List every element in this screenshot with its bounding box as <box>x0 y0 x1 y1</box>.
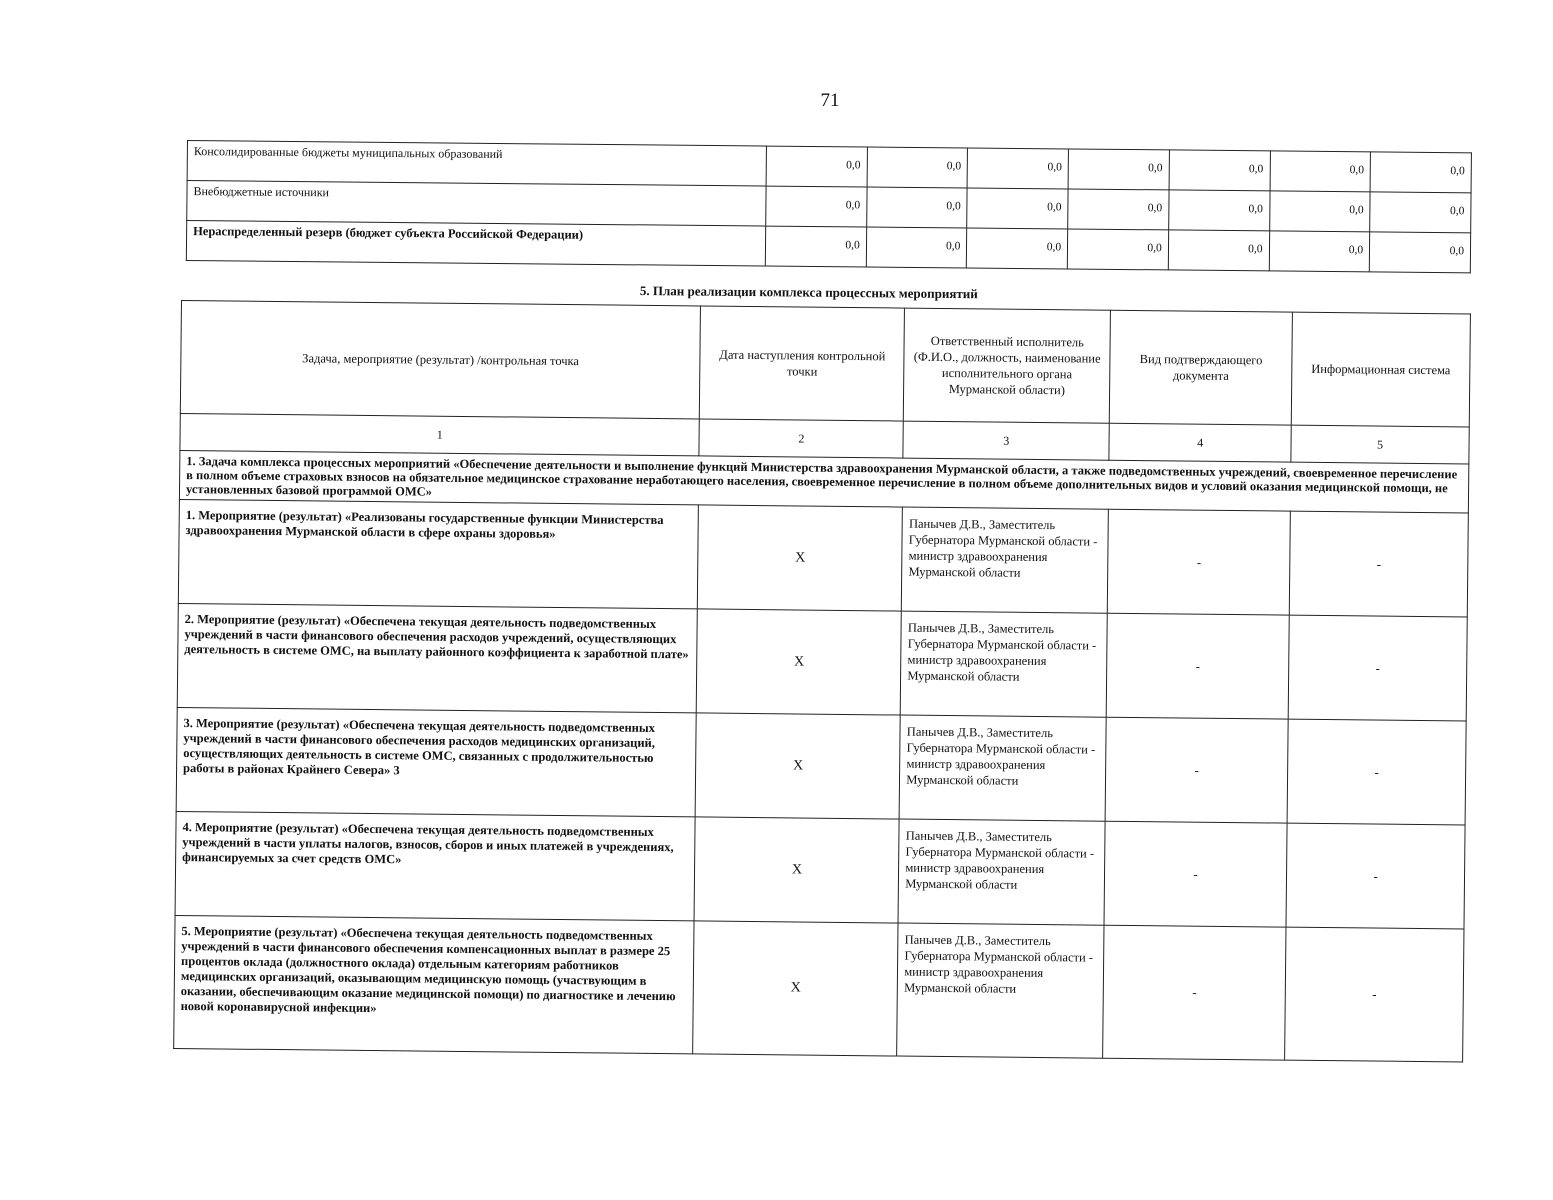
budget-row-label: Внебюджетные источники <box>187 181 766 227</box>
header-system: Информационная система <box>1291 312 1470 427</box>
budget-value: 0,0 <box>766 186 867 227</box>
budget-value: 0,0 <box>1068 149 1169 190</box>
event-responsible: Панычев Д.В., Заместитель Губернатора Мурманской области - министр здравоохранения Мурманской области <box>899 715 1106 821</box>
budget-value: 0,0 <box>866 227 967 268</box>
event-name: 3. Мероприятие (результат) «Обеспечена текущая деятельность подведомственных учреждений в части финансового обеспечения расходов медицинских организаций, осуществляющих деятельность в системе ОМС, связанных с продолжительностью работы в районах Крайнего Севера» 3 <box>176 707 697 816</box>
column-number: 1 <box>180 413 700 455</box>
event-row <box>176 707 1466 824</box>
task-text: 1. Задача комплекса процессных мероприятий «Обеспечение деятельности и выполнение функций Министерства здравоохранения Мурманской области, а также подведомственных учреждений, своевременное перечисление в полном объеме страховых взносов на обязательное медицинское страхование неработающего населения, своевременное перечисление в полном объеме дополнительных видов и условий оказания медицинской помощи, не установленных базовой программой ОМС» <box>179 450 1468 512</box>
column-number: 2 <box>699 419 903 458</box>
event-name: 4. Мероприятие (результат) «Обеспечена текущая деятельность подведомственных учреждений в части уплаты налогов, взносов, сборов и иных платежей в учреждениях, финансируемых за счет средств ОМС» <box>175 811 696 920</box>
event-document: - <box>1104 821 1287 927</box>
event-row <box>177 603 1467 720</box>
budget-value: 0,0 <box>1068 189 1169 230</box>
budget-value: 0,0 <box>867 147 968 188</box>
budget-value: 0,0 <box>1067 229 1168 270</box>
event-row <box>175 811 1465 928</box>
event-row <box>178 499 1468 616</box>
budget-value: 0,0 <box>766 146 867 187</box>
budget-value: 0,0 <box>1169 150 1270 191</box>
event-document: - <box>1103 925 1286 1060</box>
budget-value: 0,0 <box>967 188 1068 229</box>
budget-value: 0,0 <box>1168 190 1269 231</box>
budget-value: 0,0 <box>1168 230 1269 271</box>
event-date: X <box>697 609 902 715</box>
event-document: - <box>1107 509 1290 615</box>
budget-value: 0,0 <box>866 187 967 228</box>
budget-value: 0,0 <box>1269 231 1370 272</box>
plan-table <box>173 300 1471 1062</box>
header-responsible: Ответственный исполнитель (Ф.И.О., должность, наименование исполнительного органа Мурманской области) <box>904 308 1111 423</box>
budget-value: 0,0 <box>1370 152 1471 193</box>
event-date: X <box>698 505 903 611</box>
event-system: - <box>1286 823 1465 929</box>
budget-table <box>186 140 1472 273</box>
section-title: 5. План реализации комплекса процессных мероприятий <box>639 283 978 302</box>
event-name: 5. Мероприятие (результат) «Обеспечена текущая деятельность подведомственных учреждений в части финансового обеспечения компенсационных выплат в размере 25 процентов оклада (должностного оклада) отдельным категориям работников медицинских организаций, оказывающим медицинскую помощь (участвующим в оказании, обеспечивающим оказание медицинской помощи) по диагностике и лечению новой коронавирусной инфекции» <box>174 915 695 1053</box>
budget-value: 0,0 <box>1269 191 1370 232</box>
event-responsible: Панычев Д.В., Заместитель Губернатора Мурманской области - министр здравоохранения Мурманской области <box>898 819 1105 925</box>
budget-value: 0,0 <box>1370 192 1471 233</box>
event-date: X <box>695 817 900 923</box>
budget-value: 0,0 <box>765 226 866 267</box>
event-responsible: Панычев Д.В., Заместитель Губернатора Мурманской области - министр здравоохранения Мурманской области <box>902 507 1109 613</box>
event-system: - <box>1288 615 1467 721</box>
budget-row-label: Консолидированные бюджеты муниципальных образований <box>187 141 766 187</box>
plan-header-row <box>180 301 1470 427</box>
budget-value: 0,0 <box>1270 151 1371 192</box>
event-system: - <box>1289 511 1468 617</box>
column-number: 5 <box>1291 425 1469 464</box>
page-number: 71 <box>820 90 840 111</box>
budget-value: 0,0 <box>1370 232 1471 273</box>
event-name: 2. Мероприятие (результат) «Обеспечена текущая деятельность подведомственных учреждений в части финансового обеспечения расходов учреждений, осуществляющих деятельность в системе ОМС, на выплату районного коэффициента к заработной плате» <box>177 603 698 712</box>
column-number: 3 <box>903 421 1109 460</box>
event-date: X <box>696 713 901 819</box>
budget-row-label: Нераспределенный резерв (бюджет субъекта Российской Федерации) <box>186 221 765 267</box>
event-row <box>174 915 1464 1061</box>
event-system: - <box>1285 927 1464 1062</box>
header-document: Вид подтверждающего документа <box>1109 310 1292 425</box>
column-number: 4 <box>1109 423 1291 462</box>
event-responsible: Панычев Д.В., Заместитель Губернатора Мурманской области - министр здравоохранения Мурманской области <box>897 923 1104 1058</box>
budget-value: 0,0 <box>967 148 1068 189</box>
event-document: - <box>1105 717 1288 823</box>
event-system: - <box>1287 719 1466 825</box>
header-task: Задача, мероприятие (результат) /контрольная точка <box>180 301 701 419</box>
event-date: X <box>693 921 898 1056</box>
event-responsible: Панычев Д.В., Заместитель Губернатора Мурманской области - министр здравоохранения Мурманской области <box>901 611 1108 717</box>
event-name: 1. Мероприятие (результат) «Реализованы государственные функции Министерства здравоохранения Мурманской области в сфере охраны здоровья» <box>178 499 699 608</box>
budget-value: 0,0 <box>967 228 1068 269</box>
event-document: - <box>1106 613 1289 719</box>
header-date: Дата наступления контрольной точки <box>700 306 905 421</box>
